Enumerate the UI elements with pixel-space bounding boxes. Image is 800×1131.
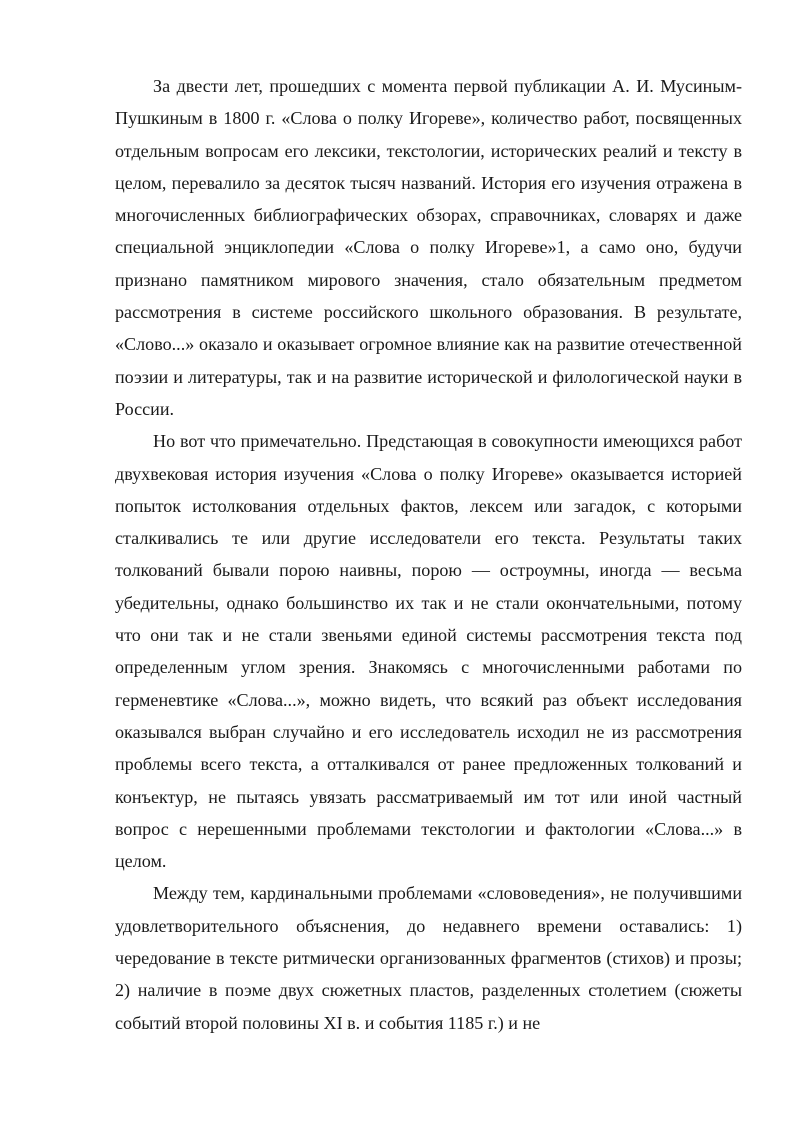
- paragraph-3: Между тем, кардинальными проблемами «слововедения», не получившими удовлетворительного объяснения, до недавнего времени оставались: 1) чередование в тексте ритмически организованных фрагментов (стихов) и прозы; 2) наличие в поэме двух сюжетных пластов, разделенных столетием (сюжеты событий второй половины XI в. и события 1185 г.) и не: [115, 883, 742, 1033]
- document-body: [115, 70, 742, 1039]
- paragraph-2: Но вот что примечательно. Предстающая в совокупности имеющихся работ двухвековая история изучения «Слова о полку Игореве» оказывается историей попыток истолкования отдельных фактов, лексем или загадок, с которыми сталкивались те или другие исследователи его текста. Результаты таких толкований бывали порою наивны, порою — остроумны, иногда — весьма убедительны, однако большинство их так и не стали окончательными, потому что они так и не стали звеньями единой системы рассмотрения текста под определенным углом зрения. Знакомясь с многочисленными работами по герменевтике «Слова...», можно видеть, что всякий раз объект исследования оказывался выбран случайно и его исследователь исходил не из рассмотрения проблемы всего текста, а отталкивался от ранее предложенных толкований и конъектур, не пытаясь увязать рассматриваемый им тот или иной частный вопрос с нерешенными проблемами текстологии и фактологии «Слова...» в целом.: [115, 431, 742, 872]
- paragraph-1: За двести лет, прошедших с момента первой публикации А. И. Мусиным-Пушкиным в 1800 г. «Слова о полку Игореве», количество работ, посвященных отдельным вопросам его лексики, текстологии, исторических реалий и тексту в целом, перевалило за десяток тысяч названий. История его изучения отражена в многочисленных библиографических обзорах, справочниках, словарях и даже специальной энциклопедии «Слова о полку Игореве»1, а само оно, будучи признано памятником мирового значения, стало обязательным предметом рассмотрения в системе российского школьного образования. В результате, «Слово...» оказало и оказывает огромное влияние как на развитие отечественной поэзии и литературы, так и на развитие исторической и филологической науки в России.: [115, 76, 742, 419]
